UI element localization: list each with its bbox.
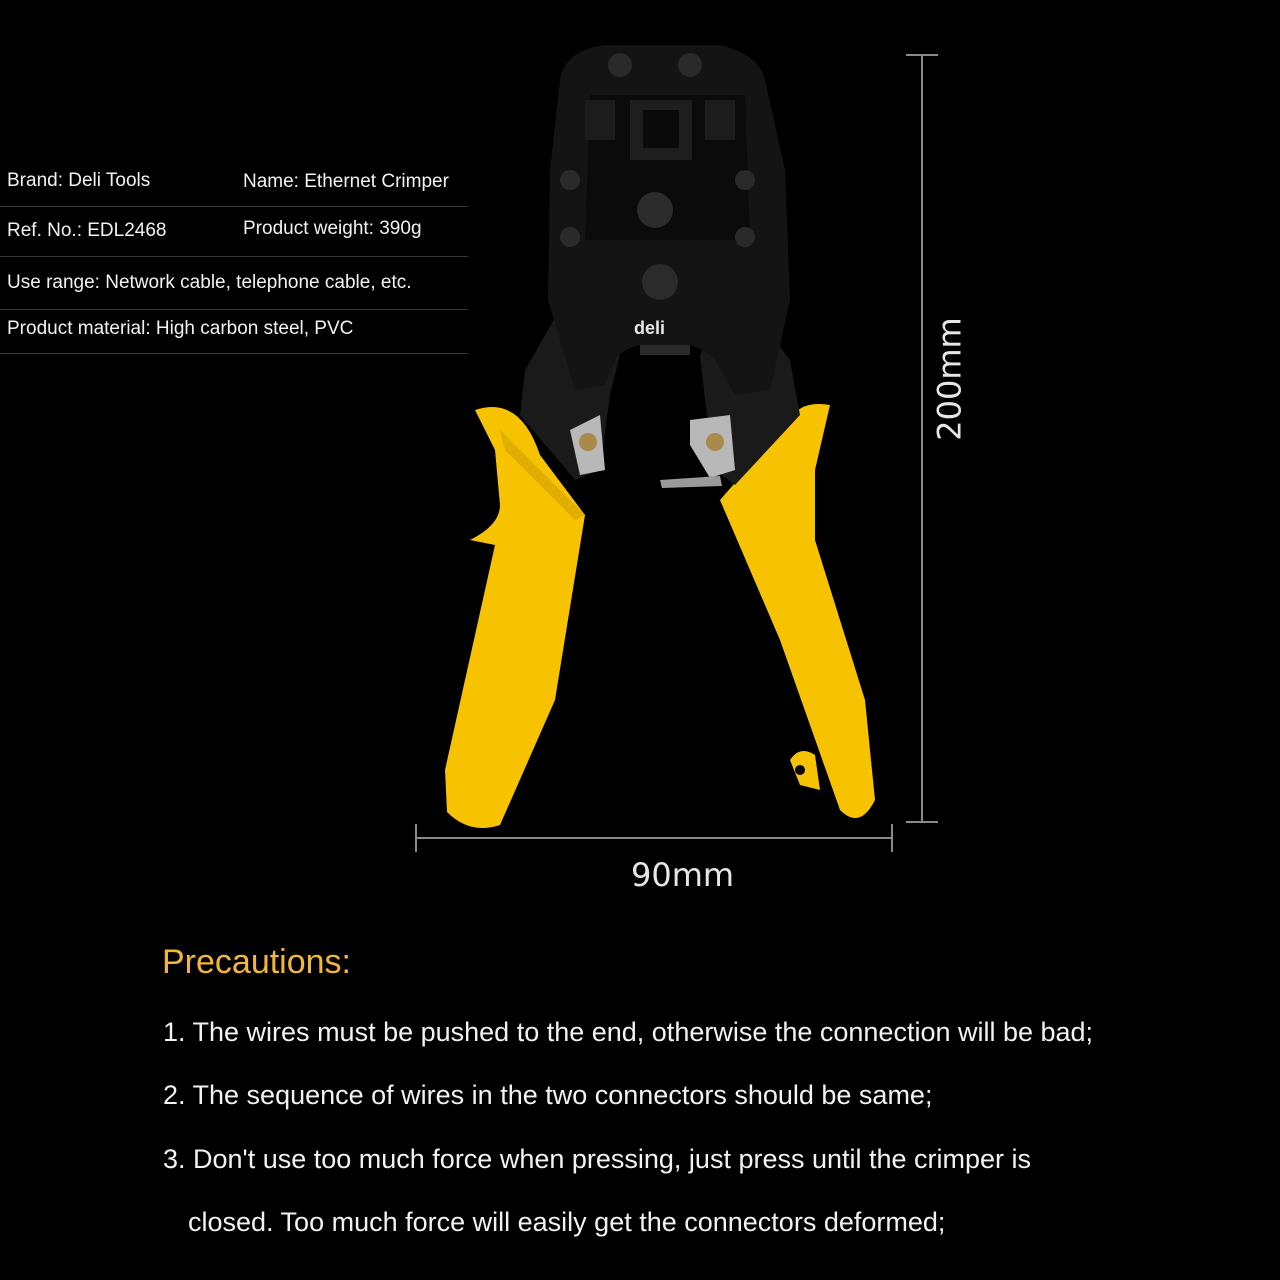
spec-weight: Product weight: 390g <box>243 218 422 239</box>
width-dimension-label: 90mm <box>631 856 735 894</box>
spec-material: Product material: High carbon steel, PVC <box>7 318 354 339</box>
left-handle <box>445 407 585 828</box>
precaution-item-continued: closed. Too much force will easily get the connectors deformed; <box>188 1207 946 1237</box>
spec-brand: Brand: Deli Tools <box>7 170 151 191</box>
spec-ref-no: Ref. No.: EDL2468 <box>7 220 167 241</box>
stripper-blade-right <box>660 415 735 488</box>
brand-logo: deli <box>634 318 666 338</box>
precautions-title: Precautions: <box>162 943 351 981</box>
precaution-item: 2. The sequence of wires in the two connectors should be same; <box>163 1080 933 1110</box>
width-dimension-line <box>416 824 892 852</box>
height-dimension-label: 200mm <box>930 317 969 441</box>
spec-name: Name: Ethernet Crimper <box>243 171 449 192</box>
crimper-head <box>548 45 790 395</box>
precaution-item: 1. The wires must be pushed to the end, otherwise the connection will be bad; <box>163 1017 1094 1047</box>
precaution-item: 3. Don't use too much force when pressing, just press until the crimper is <box>163 1144 1032 1174</box>
spec-use-range: Use range: Network cable, telephone cable, etc. <box>7 272 412 293</box>
